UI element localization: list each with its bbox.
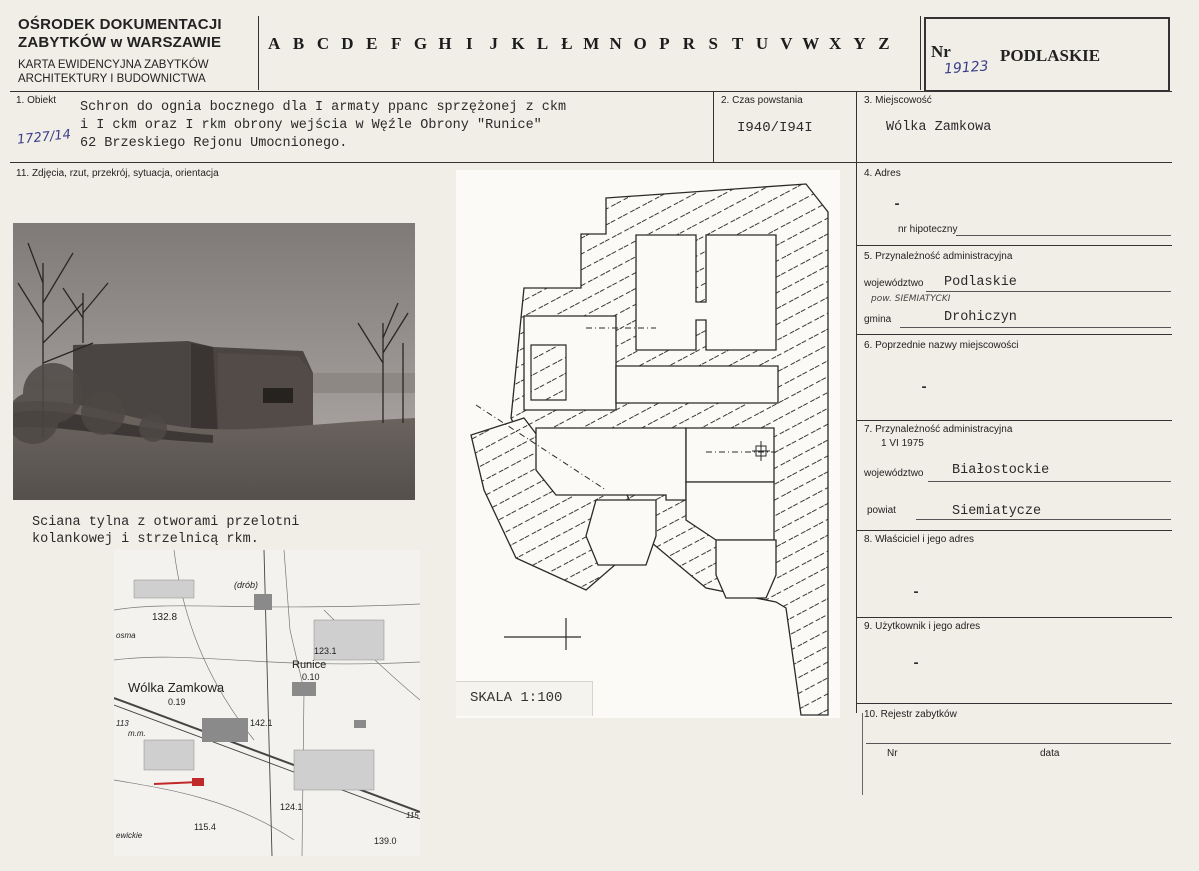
map-label-drob: (drób) (234, 580, 259, 590)
alphabet-letter: P (659, 34, 670, 53)
nr-label: Nr (931, 42, 951, 61)
alphabet-letter: K (511, 34, 525, 53)
rule (856, 91, 857, 713)
map-label-n115: 115 (406, 811, 419, 820)
map-label-ewickie: ewickie (116, 831, 143, 840)
nr-handwritten: 19123 (943, 58, 990, 78)
map-label-elev8: 139.0 (374, 836, 397, 846)
map-label-runice: Runice (292, 659, 327, 671)
uzytkownik-value: - (912, 657, 921, 672)
miejscowosc-label: 3. Miejscowość (864, 95, 932, 106)
rule (928, 481, 1171, 482)
poprzednie-label: 6. Poprzednie nazwy miejscowości (864, 340, 1019, 351)
wlasciciel-label: 8. Właściciel i jego adres (864, 534, 975, 545)
map-label-elev2: 123.1 (314, 646, 337, 656)
alphabet-letter: S (708, 34, 718, 53)
map-label-mm: m.m. (128, 729, 146, 738)
region: PODLASKIE (1000, 46, 1101, 65)
czas-label: 2. Czas powstania (721, 95, 803, 106)
map-label-elev4: 0.19 (168, 697, 186, 707)
wojewodztwo-1975-value: Białostockie (952, 463, 1050, 478)
alphabet-letter: F (390, 34, 402, 53)
rule (856, 703, 1172, 704)
map-label-wolka: Wólka Zamkowa (128, 680, 225, 695)
rule (713, 91, 714, 162)
wojewodztwo-1975-label: województwo (864, 468, 924, 479)
alphabet-letter: R (682, 34, 695, 53)
obiekt-line3: 62 Brzeskiego Rejonu Umocnionego. (80, 136, 348, 151)
obiekt-label: 1. Obiekt (16, 95, 57, 106)
map-label-elev3: 0.10 (302, 672, 320, 682)
alphabet-letter: E (366, 34, 378, 53)
alphabet-letter: N (609, 34, 622, 53)
rejestr-data-label: data (1040, 748, 1060, 759)
alphabet-letter: U (755, 34, 769, 53)
alphabet-letter: Z (878, 34, 890, 53)
alphabet-letter: B (292, 34, 305, 53)
wojewodztwo-value: Podlaskie (944, 275, 1017, 290)
institution-line1: OŚRODEK DOKUMENTACJI (18, 16, 222, 33)
rule (856, 530, 1172, 531)
alphabet-letter: O (633, 34, 647, 53)
nr-hipoteczny-label: nr hipoteczny (898, 224, 958, 235)
przynaleznosc-1975-label: 7. Przynależność administracyjna (864, 424, 1013, 435)
adres-value: - (893, 198, 902, 213)
obiekt-handwritten: 1727/14 (16, 127, 72, 148)
rule (916, 519, 1171, 520)
wlasciciel-value: - (912, 586, 921, 601)
rule (10, 162, 1172, 163)
institution-line2: ZABYTKÓW w WARSZAWIE (18, 34, 222, 51)
alphabet-letter: J (489, 34, 498, 53)
photo-caption-line2: kolankowej i strzelnicą rkm. (32, 532, 259, 547)
rejestr-label: 10. Rejestr zabytków (864, 709, 957, 720)
rule (856, 245, 1172, 246)
przynaleznosc-label: 5. Przynależność administracyjna (864, 251, 1013, 262)
bunker-photo (13, 223, 415, 500)
card-type-line2: ARCHITEKTURY I BUDOWNICTWA (18, 73, 206, 85)
alphabet-index (262, 34, 896, 54)
alphabet-letter: H (438, 34, 452, 53)
map-label-elev6: 124.1 (280, 802, 303, 812)
rejestr-nr-label: Nr (887, 748, 898, 759)
map-label-n113: 113 (116, 719, 129, 728)
header-divider-right (920, 16, 921, 90)
card-type-line1: KARTA EWIDENCYJNA ZABYTKÓW (18, 59, 209, 71)
wojewodztwo-label: województwo (864, 278, 924, 289)
alphabet-letter: M (583, 34, 600, 53)
gmina-label: gmina (864, 314, 892, 325)
rule (856, 420, 1172, 421)
miejscowosc-value: Wólka Zamkowa (886, 120, 992, 135)
czas-value: I940/I94I (737, 120, 813, 136)
map-label-elev1: 132.8 (152, 612, 178, 623)
bunker-floor-plan (456, 170, 840, 718)
rule (856, 334, 1172, 335)
uzytkownik-label: 9. Użytkownik i jego adres (864, 621, 981, 632)
obiekt-line2: i I ckm oraz I rkm obrony wejścia w Węźle Obrony "Runice" (80, 118, 542, 133)
alphabet-letter: X (829, 34, 842, 53)
alphabet-letter: V (780, 34, 793, 53)
obiekt-line1: Schron do ognia bocznego dla I armaty ppanc sprzężonej z ckm (80, 100, 567, 115)
rule (866, 743, 1171, 744)
rule (956, 235, 1171, 236)
powiat-1975-value: Siemiatycze (952, 504, 1042, 519)
powiat-handwritten: pow. SIEMIATYCKI (871, 294, 951, 304)
alphabet-letter: W (802, 34, 820, 53)
map-label-elev7: 115.4 (194, 822, 216, 832)
alphabet-letter: T (731, 34, 744, 53)
rule (10, 91, 1172, 92)
rule (856, 617, 1172, 618)
poprzednie-value: - (920, 381, 929, 396)
alphabet-letter: D (341, 34, 354, 53)
header-divider (258, 16, 259, 90)
map-label-elev5: 142.1 (250, 718, 273, 728)
photo-caption-line1: Sciana tylna z otworami przelotni (32, 515, 300, 530)
powiat-1975-label: powiat (867, 505, 896, 516)
alphabet-letter: I (466, 34, 473, 53)
rule (900, 327, 1171, 328)
gmina-value: Drohiczyn (944, 310, 1017, 325)
przynaleznosc-1975-date: 1 VI 1975 (881, 438, 924, 449)
alphabet-letter: C (316, 34, 330, 53)
location-map (114, 550, 420, 856)
scale-label: SKALA 1:100 (470, 690, 563, 706)
rule (926, 291, 1171, 292)
alphabet-letter: A (268, 34, 281, 53)
alphabet-letter: L (536, 34, 549, 53)
adres-label: 4. Adres (864, 168, 901, 179)
rule (862, 713, 863, 795)
alphabet-letter: G (413, 34, 428, 53)
map-label-osm: osma (116, 631, 136, 640)
zdjecia-label: 11. Zdjęcia, rzut, przekrój, sytuacja, orientacja (16, 168, 219, 179)
alphabet-letter: Ł (561, 34, 573, 53)
alphabet-letter: Y (853, 34, 866, 53)
